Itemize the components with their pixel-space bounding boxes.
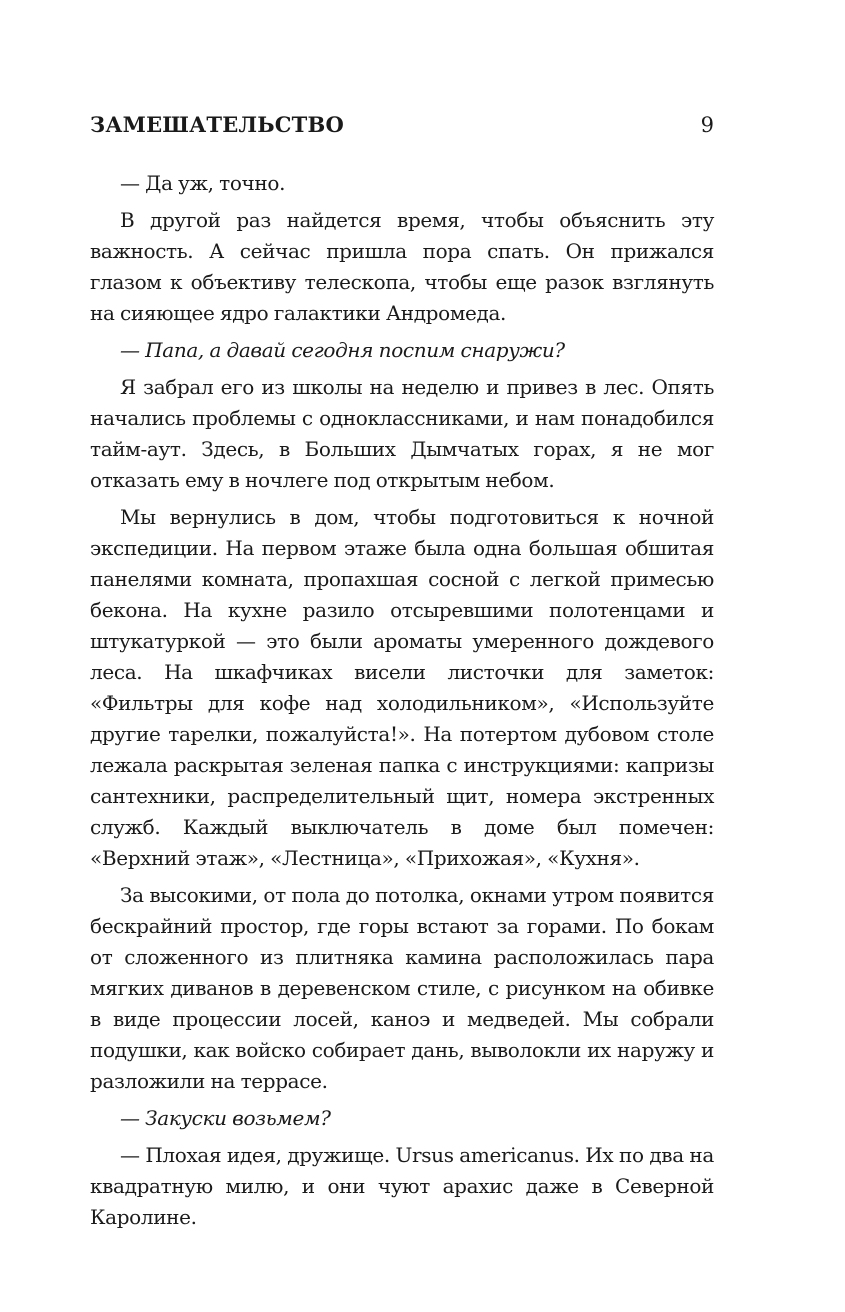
paragraph: Я забрал его из школы на неделю и привез в лес. Опять начались проблемы с одноклассниками, и нам понадобился тайм-аут. Здесь, в Больших Дымчатых горах, я не мог отказать ему в ночлеге под открытым небом. [90,375,714,492]
paragraph: Мы вернулись в дом, чтобы подготовиться к ночной экспедиции. На первом этаже была одна большая обшитая панелями комната, пропахшая сосной с легкой примесью бекона. На кухне разило отсыревшими полотенцами и штукатуркой — это были ароматы умеренного дождевого леса. На шкафчиках висели листочки для заметок: «Фильтры для кофе над холодильником», «Используйте другие тарелки, пожалуйста!». На потертом дубовом столе лежала раскрытая зеленая папка с инструкциями: капризы сантехники, распределительный щит, номера экстренных служб. Каждый выключатель в доме был помечен: «Верхний этаж», «Лестница», «Прихожая», «Кухня». [90,505,714,870]
paragraph-dialogue: — Папа, а давай сегодня поспим снаружи? [120,338,565,362]
running-head [90,112,714,137]
paragraph-dialogue: — Закуски возьмем? [120,1106,331,1130]
body-text [90,168,714,1239]
paragraph: За высокими, от пола до потолка, окнами утром появится бескрайний простор, где горы встают за горами. По бокам от сложенного из плитняка камина расположилась пара мягких диванов в деревенском стиле, с рисунком на обивке в виде процессии лосей, каноэ и медведей. Мы собрали подушки, как войско собирает дань, выволокли их наружу и разложили на террасе. [90,883,714,1093]
chapter-title: ЗАМЕШАТЕЛЬСТВО [90,112,344,137]
paragraph: В другой раз найдется время, чтобы объяснить эту важность. А сейчас пришла пора спать. Он прижался глазом к объективу телескопа, чтобы еще разок взглянуть на сияющее ядро галактики Андромеда. [90,208,714,325]
paragraph: — Плохая идея, дружище. Ursus americanus. Их по два на квадратную милю, и они чуют арахис даже в Северной Каролине. [90,1143,714,1229]
paragraph: — Да уж, точно. [120,171,286,195]
page-number: 9 [700,113,714,137]
